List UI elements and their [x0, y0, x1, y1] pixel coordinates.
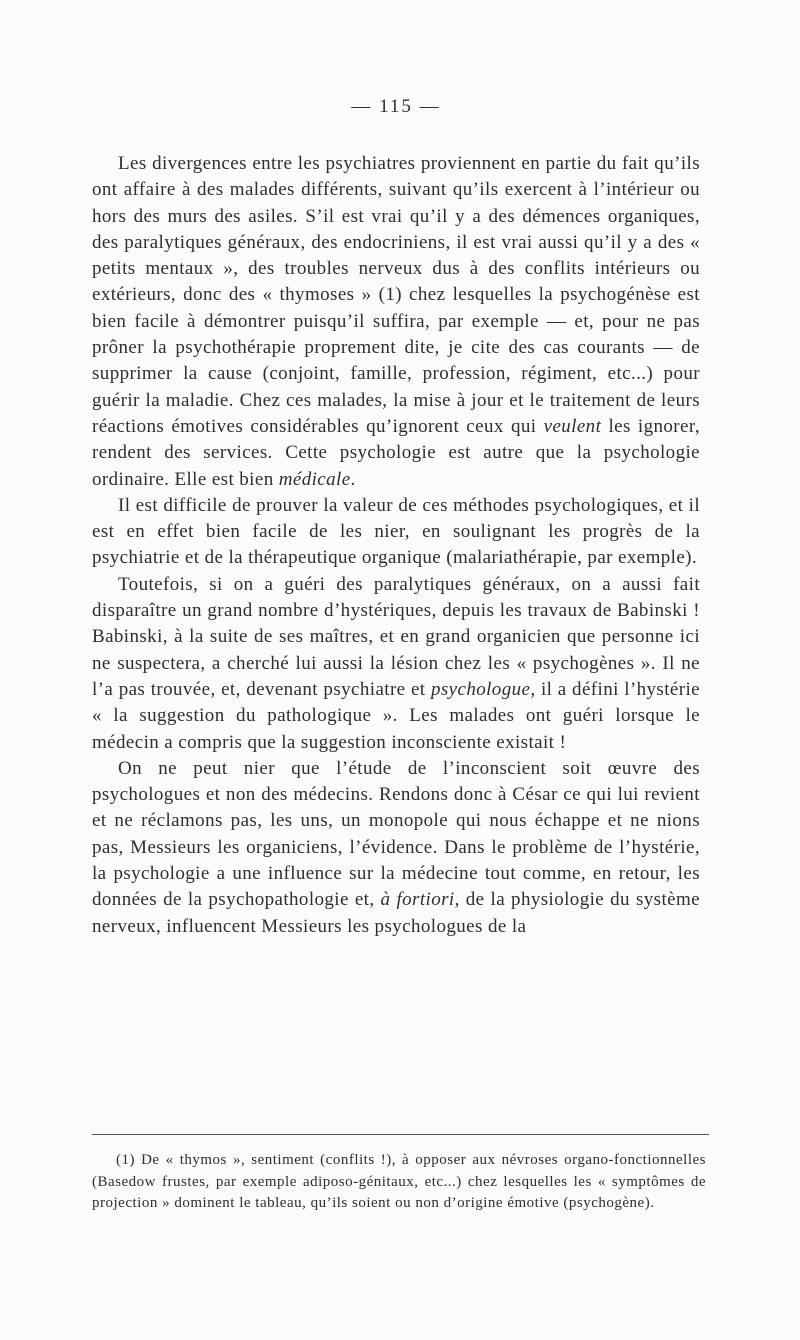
- paragraph-4-text: On ne peut nier que l’étude de l’inconscient soit œuvre des psychologues et non des médecins. Rendons donc à César ce qui lui revient et ne réclamons pas, les uns, un monopole qui nous échappe et ne nions pas, Messieurs les organiciens, l’évidence. Dans le problème de l’hystérie, la psychologie a une influence sur la médecine tout comme, en retour, les données de la psychopathologie et,: [92, 757, 700, 911]
- paragraph-2: [92, 493, 700, 572]
- paragraph-1: [92, 151, 700, 493]
- paragraph-2-text: Il est difficile de prouver la valeur de ces méthodes psychologiques, et il est en effet bien facile de les nier, en soulignant les progrès de la psychiatrie et de la thérapeutique organique (malariathérapie, par exemple).: [92, 494, 700, 569]
- paragraph-1-text-3: .: [350, 468, 356, 490]
- paragraph-3-text: Toutefois, si on a guéri des paralytiques généraux, on a aussi fait disparaître un grand nombre d’hystériques, depuis les travaux de Babinski ! Babinski, à la suite de ses maîtres, et en grand organicien que personne ici ne suspectera, a cherché lui aussi la lésion chez les « psychogènes ». Il ne l’a pas trouvée, et, devenant psychiatre et: [92, 573, 700, 700]
- emphasis-psychologue: psychologue: [430, 678, 531, 700]
- page-number: — 115 —: [351, 96, 441, 117]
- paragraph-4-text-2: , de la physiologie du système nerveux, influencent Messieurs les psychologues de la: [92, 889, 700, 937]
- footnote-1: (1) De « thymos », sentiment (conflits !), à opposer aux névroses organo-fonctionnelles (Basedow frustes, par exemple adiposo-génitaux, etc...) chez lesquelles les « symptômes de projection » dominent le tableau, qu’ils soient ou non d’origine émotive (psychogène).: [92, 1152, 706, 1211]
- emphasis-a-fortiori: à fortiori: [380, 889, 455, 911]
- paragraph-1-text: Les divergences entre les psychiatres proviennent en partie du fait qu’ils ont affaire à des malades différents, suivant qu’ils exercent à l’intérieur ou hors des murs des asiles. S’il est vrai qu’il y a des démences organiques, des paralytiques généraux, des endocriniens, il est vrai aussi qu’il y a des « petits mentaux », des troubles nerveux dus à des conflits intérieurs ou extérieurs, donc des « thymoses » (1) chez lesquelles la psychogénèse est bien facile à démontrer puisqu’il suffira, par exemple — et, pour ne pas prôner la psychothérapie proprement dite, je cite des cas courants — de supprimer la cause (conjoint, famille, profession, régiment, etc...) pour guérir la maladie. Chez ces malades, la mise à jour et le traitement de leurs réactions émotives considérables qu’ignorent ceux qui: [92, 153, 700, 437]
- paragraph-3-text-2: , il a défini l’hystérie « la suggestion du pathologique ». Les malades ont guéri lorsque le médecin a compris que la suggestion inconsciente existait !: [92, 678, 700, 753]
- paragraph-1-text-2: les ignorer, rendent des services. Cette psychologie est autre que la psychologie ordinaire. Elle est bien: [92, 415, 700, 490]
- emphasis-veulent: veulent: [543, 415, 602, 437]
- paragraph-3: [92, 572, 700, 756]
- emphasis-medicale: médicale: [278, 468, 351, 490]
- footnotes: [92, 1150, 706, 1215]
- body-text: [92, 151, 700, 940]
- paragraph-4: [92, 756, 700, 940]
- footnote-divider: [92, 1134, 709, 1135]
